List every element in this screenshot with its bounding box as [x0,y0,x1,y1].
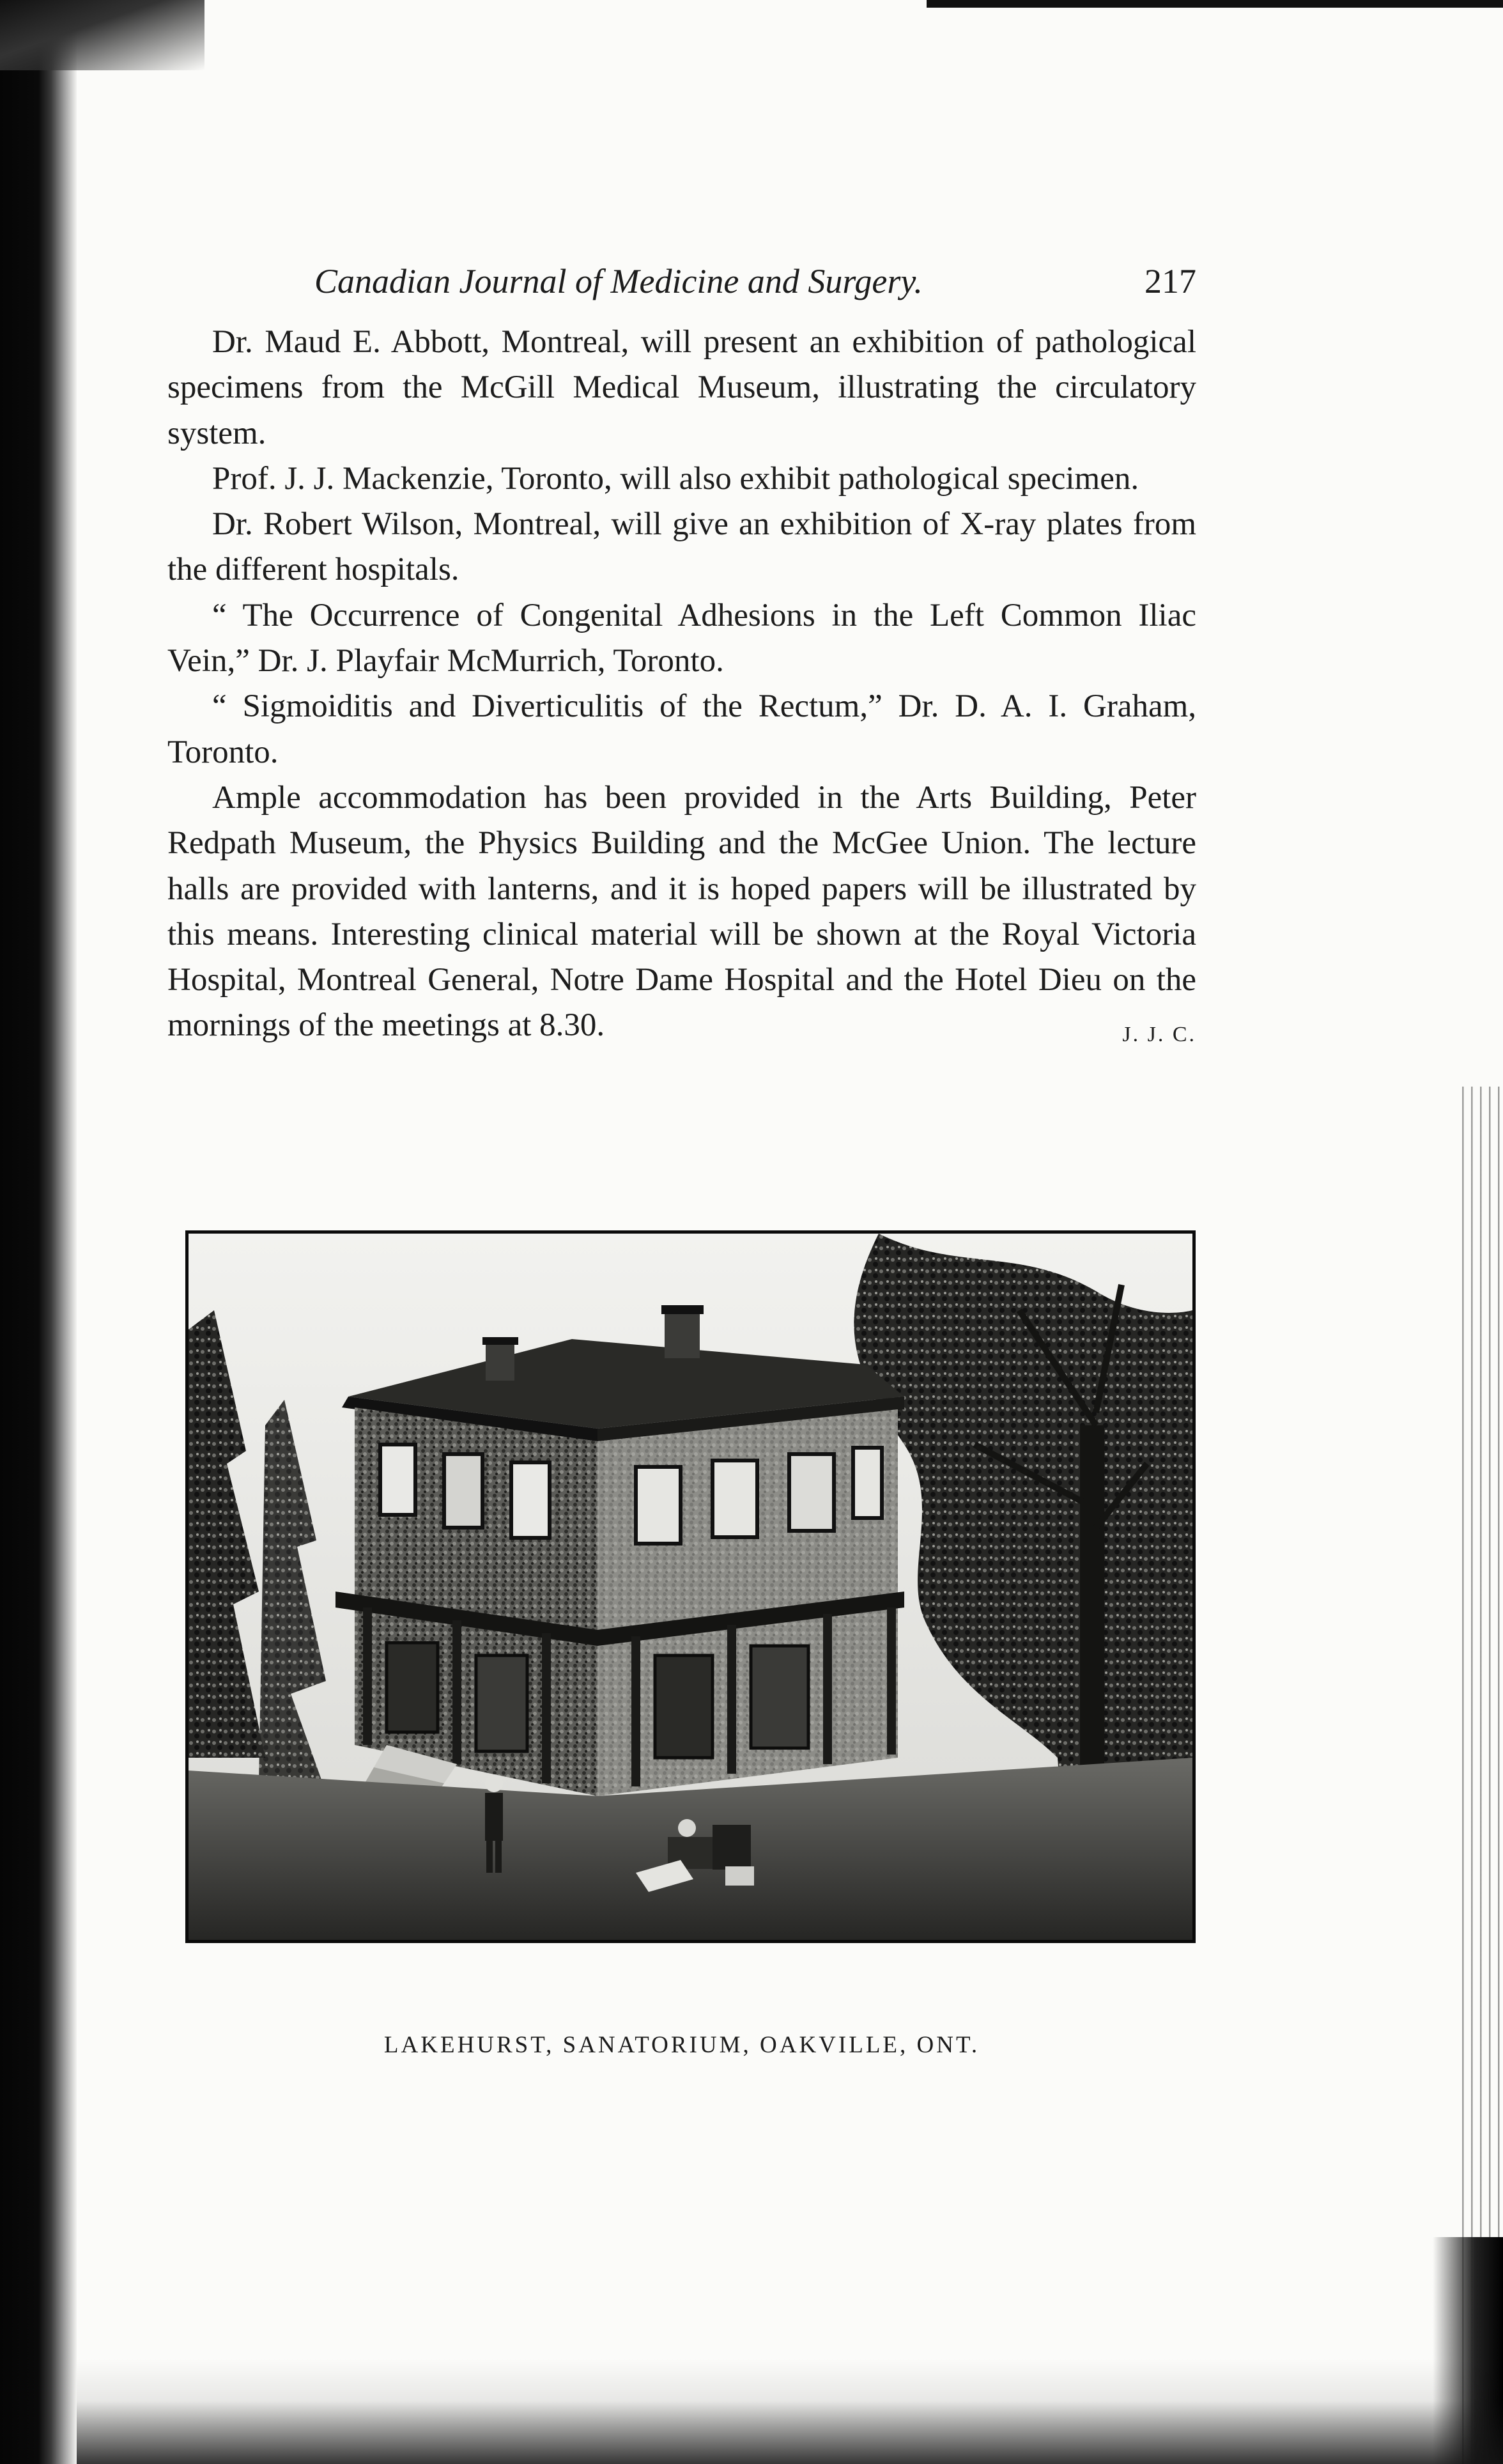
scan-gutter-shadow [0,0,77,2464]
scan-corner-shadow [0,0,204,70]
scan-top-edge [927,0,1503,8]
running-header [314,259,1196,304]
scan-bottom-shadow [77,2359,1503,2464]
house-photo-illustration [189,1234,1192,1940]
house-photo [185,1230,1196,1943]
paragraph-mcmurrich: “ The Occurrence of Congenital Adhesions in the Left Common Iliac Vein,” Dr. J. Playfair McMurrich, Toronto. [167,597,1196,679]
paragraph-accommodation [167,775,1196,1049]
photo-caption: LAKEHURST, SANATORIUM, OAKVILLE, ONT. [383,2032,980,2058]
page-number: 217 [1145,262,1196,300]
paragraph-mackenzie: Prof. J. J. Mackenzie, Toronto, will also exhibit pathological specimen. [212,460,1139,497]
journal-title: Canadian Journal of Medicine and Surgery. [314,262,923,300]
author-signature: J. J. C. [1122,1023,1196,1047]
paragraph-graham: “ Sigmoiditis and Diverticulitis of the Rectum,” Dr. D. A. I. Graham, Toronto. [167,688,1196,770]
paragraph-abbott: Dr. Maud E. Abbott, Montreal, will present an exhibition of pathological specimens from the McGill Medical Museum, illustrating the circulatory system. [167,324,1196,451]
accommodation-text: Ample accommodation has been provided in the Arts Building, Peter Redpath Museum, the Physics Building and the McGee Union. The lecture halls are provided with lanterns, and it is hoped papers will be illustrated by this means. Interesting clinical material will be shown at the Royal Victoria Hospital, Montreal General, Notre Dame Hospital and the Hotel Dieu on the mornings of the meetings at 8.30. [167,779,1196,1044]
house [335,1305,904,1802]
article-body [167,320,1196,1058]
paragraph-wilson: Dr. Robert Wilson, Montreal, will give an exhibition of X-ray plates from the different hospitals. [167,506,1196,588]
